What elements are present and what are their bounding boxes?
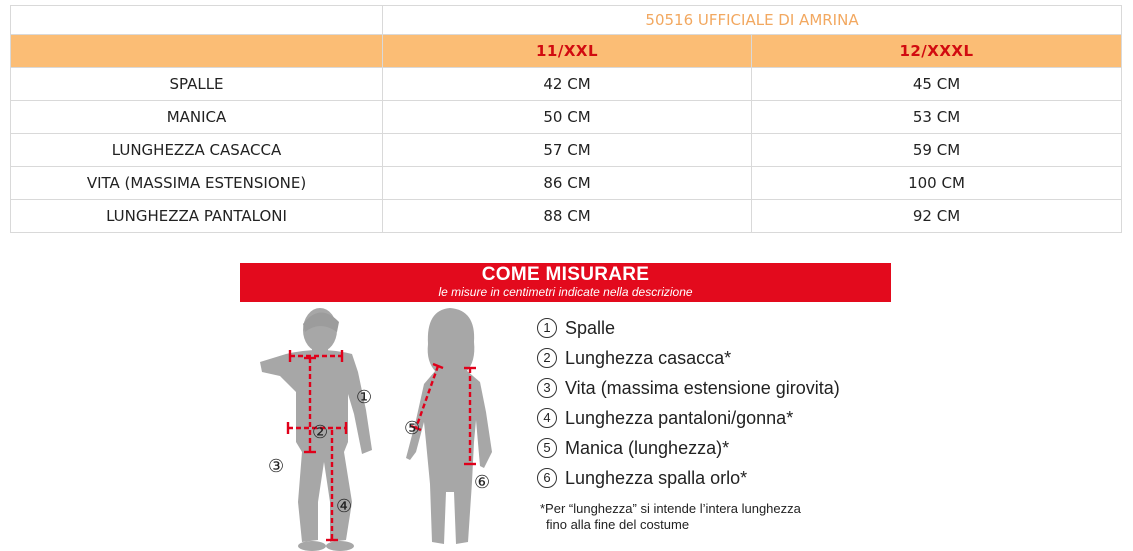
marker-6-icon: ⑥ [474, 472, 491, 493]
size-header-row [11, 35, 1122, 68]
note-line: fino alla fine del costume [546, 517, 690, 532]
legend-label: Lunghezza casacca* [565, 347, 732, 368]
how-to-measure-banner [240, 263, 891, 302]
guide-title: COME MISURARE [481, 264, 650, 285]
size-table [10, 5, 1122, 233]
legend-item [537, 463, 897, 493]
row-value: 50 CM [383, 101, 752, 134]
row-value: 45 CM [752, 68, 1122, 101]
marker-1-icon: ① [356, 387, 373, 408]
row-value: 59 CM [752, 134, 1122, 167]
row-value: 53 CM [752, 101, 1122, 134]
number-circle-icon: 2 [537, 348, 557, 368]
legend-label: Spalle [565, 317, 616, 338]
number-circle-icon: 4 [537, 408, 557, 428]
marker-2-icon: ② [312, 422, 329, 443]
row-value: 57 CM [383, 134, 752, 167]
how-to-measure-panel [240, 263, 891, 551]
table-row [11, 200, 1122, 233]
marker-5-icon: ⑤ [404, 418, 421, 439]
measurement-legend [537, 313, 897, 493]
row-value: 86 CM [383, 167, 752, 200]
marker-3-icon: ③ [268, 456, 285, 477]
legend-item [537, 403, 897, 433]
legend-item [537, 433, 897, 463]
legend-label: Manica (lunghezza)* [565, 437, 730, 458]
legend-label: Vita (massima estensione girovita) [565, 377, 840, 398]
row-value: 100 CM [752, 167, 1122, 200]
legend-label: Lunghezza spalla orlo* [565, 467, 748, 488]
table-row [11, 101, 1122, 134]
length-note [540, 501, 900, 533]
row-label: SPALLE [11, 68, 383, 101]
row-value: 88 CM [383, 200, 752, 233]
legend-item [537, 313, 897, 343]
row-value: 42 CM [383, 68, 752, 101]
table-row [11, 167, 1122, 200]
measurement-figures [240, 302, 520, 551]
legend-item [537, 343, 897, 373]
legend-item [537, 373, 897, 403]
size-header-2: 12/XXXL [752, 35, 1122, 68]
number-circle-icon: 1 [537, 318, 557, 338]
empty-corner-cell [11, 6, 383, 35]
number-circle-icon: 6 [537, 468, 557, 488]
product-title: 50516 UFFICIALE DI AMRINA [383, 6, 1122, 35]
number-circle-icon: 3 [537, 378, 557, 398]
table-title-row [11, 6, 1122, 35]
size-header-1: 11/XXL [383, 35, 752, 68]
table-row [11, 68, 1122, 101]
row-label: LUNGHEZZA PANTALONI [11, 200, 383, 233]
table-row [11, 134, 1122, 167]
row-value: 92 CM [752, 200, 1122, 233]
note-line: *Per “lunghezza” si intende l’intera lunghezza [540, 501, 801, 516]
legend-label: Lunghezza pantaloni/gonna* [565, 407, 794, 428]
marker-4-icon: ④ [336, 496, 353, 517]
size-header-empty [11, 35, 383, 68]
row-label: LUNGHEZZA CASACCA [11, 134, 383, 167]
row-label: MANICA [11, 101, 383, 134]
row-label: VITA (MASSIMA ESTENSIONE) [11, 167, 383, 200]
number-circle-icon: 5 [537, 438, 557, 458]
guide-subtitle: le misure in centimetri indicate nella descrizione [438, 285, 693, 299]
